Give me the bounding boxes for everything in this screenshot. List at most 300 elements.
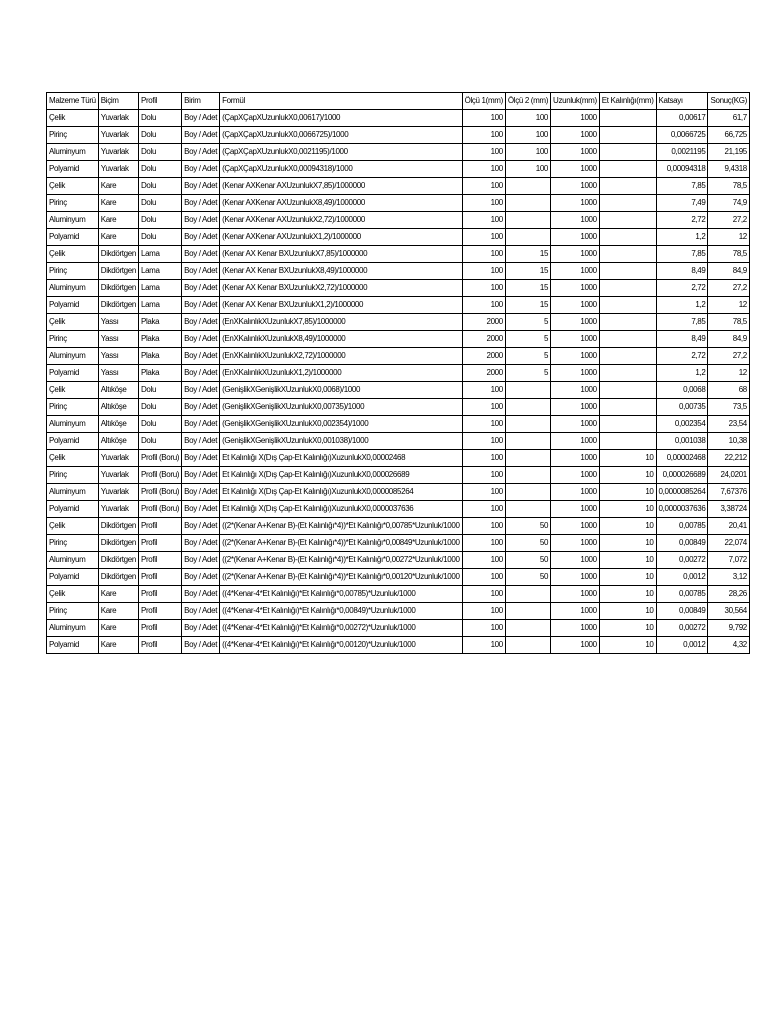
cell-result: 68 xyxy=(708,382,749,399)
table-row xyxy=(47,263,750,280)
cell-profile: Profil xyxy=(138,637,181,654)
cell-coefficient: 7,49 xyxy=(656,195,708,212)
cell-result: 10,38 xyxy=(708,433,749,450)
cell-result: 7,67376 xyxy=(708,484,749,501)
cell-length: 1000 xyxy=(551,382,600,399)
cell-wall-thickness: 10 xyxy=(599,501,656,518)
cell-dimension-1: 2000 xyxy=(462,331,505,348)
cell-length: 1000 xyxy=(551,246,600,263)
cell-material: Çelik xyxy=(47,110,99,127)
cell-result: 27,2 xyxy=(708,348,749,365)
table-row xyxy=(47,348,750,365)
cell-material: Polyamid xyxy=(47,297,99,314)
table-row xyxy=(47,586,750,603)
table-row xyxy=(47,297,750,314)
cell-profile: Profil (Boru) xyxy=(138,450,181,467)
cell-dimension-1: 100 xyxy=(462,195,505,212)
cell-coefficient: 0,00785 xyxy=(656,518,708,535)
cell-dimension-1: 100 xyxy=(462,620,505,637)
cell-unit: Boy / Adet xyxy=(182,365,220,382)
cell-dimension-1: 100 xyxy=(462,450,505,467)
cell-shape: Yuvarlak xyxy=(98,501,138,518)
cell-unit: Boy / Adet xyxy=(182,586,220,603)
cell-material: Aluminyum xyxy=(47,620,99,637)
cell-profile: Plaka xyxy=(138,348,181,365)
cell-wall-thickness xyxy=(599,314,656,331)
table-row xyxy=(47,501,750,518)
cell-dimension-1: 100 xyxy=(462,552,505,569)
cell-profile: Profil xyxy=(138,552,181,569)
cell-dimension-1: 100 xyxy=(462,637,505,654)
cell-formula: ((2*(Kenar A+Kenar B)-(Et Kalınlığı*4))*Et Kalınlığı*0,00120*Uzunluk/1000 xyxy=(220,569,463,586)
cell-shape: Kare xyxy=(98,229,138,246)
cell-wall-thickness: 10 xyxy=(599,518,656,535)
cell-formula: Et Kalınlığı X(Dış Çap-Et Kalınlığı)XuzunlukX0,00002468 xyxy=(220,450,463,467)
cell-wall-thickness xyxy=(599,263,656,280)
cell-material: Polyamid xyxy=(47,229,99,246)
cell-wall-thickness: 10 xyxy=(599,569,656,586)
cell-material: Polyamid xyxy=(47,161,99,178)
cell-wall-thickness xyxy=(599,212,656,229)
cell-wall-thickness xyxy=(599,399,656,416)
cell-wall-thickness xyxy=(599,433,656,450)
cell-unit: Boy / Adet xyxy=(182,246,220,263)
table-row xyxy=(47,620,750,637)
cell-unit: Boy / Adet xyxy=(182,178,220,195)
cell-result: 9,792 xyxy=(708,620,749,637)
cell-material: Pirinç xyxy=(47,467,99,484)
cell-unit: Boy / Adet xyxy=(182,484,220,501)
cell-formula: ((2*(Kenar A+Kenar B)-(Et Kalınlığı*4))*Et Kalınlığı*0,00272*Uzunluk/1000 xyxy=(220,552,463,569)
cell-coefficient: 0,00617 xyxy=(656,110,708,127)
cell-profile: Lama xyxy=(138,246,181,263)
cell-dimension-1: 100 xyxy=(462,399,505,416)
header-shape: Biçim xyxy=(98,93,138,110)
cell-coefficient: 8,49 xyxy=(656,263,708,280)
cell-formula: ((4*Kenar-4*Et Kalınlığı)*Et Kalınlığı*0,00272)*Uzunluk/1000 xyxy=(220,620,463,637)
cell-unit: Boy / Adet xyxy=(182,637,220,654)
cell-formula: (Kenar AX Kenar BXUzunlukX7,85)/1000000 xyxy=(220,246,463,263)
cell-result: 4,32 xyxy=(708,637,749,654)
cell-shape: Dikdörtgen xyxy=(98,535,138,552)
cell-shape: Yassı xyxy=(98,314,138,331)
cell-wall-thickness xyxy=(599,365,656,382)
cell-result: 73,5 xyxy=(708,399,749,416)
cell-coefficient: 0,0068 xyxy=(656,382,708,399)
cell-profile: Dolu xyxy=(138,229,181,246)
cell-wall-thickness xyxy=(599,110,656,127)
cell-length: 1000 xyxy=(551,161,600,178)
cell-shape: Yuvarlak xyxy=(98,127,138,144)
cell-dimension-1: 100 xyxy=(462,586,505,603)
table-row xyxy=(47,382,750,399)
cell-unit: Boy / Adet xyxy=(182,263,220,280)
header-wall-thickness: Et Kalınlığı(mm) xyxy=(599,93,656,110)
cell-dimension-1: 100 xyxy=(462,467,505,484)
cell-dimension-1: 2000 xyxy=(462,314,505,331)
cell-dimension-2: 50 xyxy=(505,552,550,569)
cell-dimension-1: 100 xyxy=(462,569,505,586)
cell-shape: Dikdörtgen xyxy=(98,569,138,586)
cell-unit: Boy / Adet xyxy=(182,110,220,127)
cell-length: 1000 xyxy=(551,195,600,212)
cell-shape: Dikdörtgen xyxy=(98,297,138,314)
table-row xyxy=(47,212,750,229)
table-row xyxy=(47,535,750,552)
cell-wall-thickness: 10 xyxy=(599,603,656,620)
cell-profile: Profil (Boru) xyxy=(138,467,181,484)
cell-formula: ((4*Kenar-4*Et Kalınlığı)*Et Kalınlığı*0,00849)*Uzunluk/1000 xyxy=(220,603,463,620)
cell-coefficient: 0,00002468 xyxy=(656,450,708,467)
cell-dimension-2 xyxy=(505,603,550,620)
cell-result: 30,564 xyxy=(708,603,749,620)
cell-formula: (GenişlikXGenişlikXUzunlukX0,0068)/1000 xyxy=(220,382,463,399)
cell-shape: Yassı xyxy=(98,348,138,365)
cell-shape: Dikdörtgen xyxy=(98,518,138,535)
cell-result: 84,9 xyxy=(708,263,749,280)
cell-material: Aluminyum xyxy=(47,280,99,297)
cell-wall-thickness: 10 xyxy=(599,637,656,654)
cell-length: 1000 xyxy=(551,348,600,365)
cell-profile: Plaka xyxy=(138,331,181,348)
cell-profile: Dolu xyxy=(138,382,181,399)
cell-dimension-1: 100 xyxy=(462,280,505,297)
cell-result: 12 xyxy=(708,297,749,314)
cell-coefficient: 2,72 xyxy=(656,212,708,229)
cell-dimension-2: 15 xyxy=(505,297,550,314)
cell-length: 1000 xyxy=(551,535,600,552)
cell-dimension-2 xyxy=(505,229,550,246)
cell-dimension-1: 100 xyxy=(462,501,505,518)
cell-unit: Boy / Adet xyxy=(182,297,220,314)
cell-dimension-2: 5 xyxy=(505,365,550,382)
cell-dimension-2: 5 xyxy=(505,331,550,348)
cell-material: Pirinç xyxy=(47,331,99,348)
cell-result: 9,4318 xyxy=(708,161,749,178)
cell-material: Pirinç xyxy=(47,399,99,416)
cell-dimension-2 xyxy=(505,399,550,416)
table-row xyxy=(47,552,750,569)
cell-formula: (ÇapXÇapXUzunlukX0,0066725)/1000 xyxy=(220,127,463,144)
cell-length: 1000 xyxy=(551,314,600,331)
cell-unit: Boy / Adet xyxy=(182,161,220,178)
cell-dimension-2: 100 xyxy=(505,144,550,161)
cell-wall-thickness xyxy=(599,195,656,212)
header-result: Sonuç(KG) xyxy=(708,93,749,110)
cell-formula: (EnXKalınlıkXUzunlukX2,72)/1000000 xyxy=(220,348,463,365)
cell-dimension-1: 100 xyxy=(462,229,505,246)
cell-length: 1000 xyxy=(551,178,600,195)
cell-shape: Yassı xyxy=(98,365,138,382)
cell-formula: (ÇapXÇapXUzunlukX0,00617)/1000 xyxy=(220,110,463,127)
cell-coefficient: 0,00094318 xyxy=(656,161,708,178)
cell-material: Çelik xyxy=(47,382,99,399)
table-row xyxy=(47,110,750,127)
cell-formula: (GenişlikXGenişlikXUzunlukX0,002354)/1000 xyxy=(220,416,463,433)
cell-shape: Altıköşe xyxy=(98,416,138,433)
cell-result: 66,725 xyxy=(708,127,749,144)
cell-dimension-2: 100 xyxy=(505,127,550,144)
cell-shape: Dikdörtgen xyxy=(98,552,138,569)
cell-unit: Boy / Adet xyxy=(182,467,220,484)
table-row xyxy=(47,365,750,382)
cell-coefficient: 0,0021195 xyxy=(656,144,708,161)
cell-dimension-2: 15 xyxy=(505,246,550,263)
table-row xyxy=(47,637,750,654)
cell-formula: (GenişlikXGenişlikXUzunlukX0,00735)/1000 xyxy=(220,399,463,416)
cell-wall-thickness xyxy=(599,297,656,314)
cell-profile: Profil xyxy=(138,620,181,637)
cell-coefficient: 0,00849 xyxy=(656,603,708,620)
table-row xyxy=(47,127,750,144)
cell-shape: Kare xyxy=(98,178,138,195)
cell-profile: Profil (Boru) xyxy=(138,484,181,501)
cell-result: 84,9 xyxy=(708,331,749,348)
cell-length: 1000 xyxy=(551,212,600,229)
cell-length: 1000 xyxy=(551,297,600,314)
cell-length: 1000 xyxy=(551,637,600,654)
cell-formula: ((4*Kenar-4*Et Kalınlığı)*Et Kalınlığı*0,00120)*Uzunluk/1000 xyxy=(220,637,463,654)
cell-dimension-2: 5 xyxy=(505,314,550,331)
cell-dimension-2 xyxy=(505,637,550,654)
header-formula: Formül xyxy=(220,93,463,110)
cell-length: 1000 xyxy=(551,110,600,127)
cell-wall-thickness xyxy=(599,416,656,433)
cell-dimension-1: 100 xyxy=(462,263,505,280)
header-dimension-2: Ölçü 2 (mm) xyxy=(505,93,550,110)
cell-dimension-2 xyxy=(505,195,550,212)
table-row xyxy=(47,433,750,450)
cell-coefficient: 0,0012 xyxy=(656,637,708,654)
table-row xyxy=(47,246,750,263)
cell-material: Pirinç xyxy=(47,195,99,212)
cell-wall-thickness xyxy=(599,127,656,144)
cell-coefficient: 0,00785 xyxy=(656,586,708,603)
cell-wall-thickness: 10 xyxy=(599,450,656,467)
cell-shape: Dikdörtgen xyxy=(98,246,138,263)
table-row xyxy=(47,280,750,297)
cell-shape: Kare xyxy=(98,195,138,212)
cell-profile: Dolu xyxy=(138,144,181,161)
cell-result: 3,12 xyxy=(708,569,749,586)
cell-coefficient: 2,72 xyxy=(656,280,708,297)
cell-coefficient: 0,001038 xyxy=(656,433,708,450)
cell-unit: Boy / Adet xyxy=(182,416,220,433)
header-material: Malzeme Türü xyxy=(47,93,99,110)
cell-material: Polyamid xyxy=(47,433,99,450)
cell-material: Aluminyum xyxy=(47,212,99,229)
table-row xyxy=(47,450,750,467)
header-row xyxy=(47,93,750,110)
cell-dimension-2: 50 xyxy=(505,569,550,586)
cell-material: Çelik xyxy=(47,314,99,331)
cell-length: 1000 xyxy=(551,127,600,144)
cell-coefficient: 0,0000085264 xyxy=(656,484,708,501)
cell-shape: Dikdörtgen xyxy=(98,280,138,297)
cell-dimension-2 xyxy=(505,586,550,603)
cell-dimension-1: 100 xyxy=(462,178,505,195)
cell-result: 78,5 xyxy=(708,178,749,195)
cell-profile: Dolu xyxy=(138,110,181,127)
cell-dimension-2 xyxy=(505,382,550,399)
cell-shape: Altıköşe xyxy=(98,433,138,450)
cell-length: 1000 xyxy=(551,620,600,637)
table-row xyxy=(47,399,750,416)
cell-dimension-2: 100 xyxy=(505,161,550,178)
cell-length: 1000 xyxy=(551,569,600,586)
cell-profile: Profil xyxy=(138,518,181,535)
cell-shape: Yuvarlak xyxy=(98,161,138,178)
cell-material: Aluminyum xyxy=(47,552,99,569)
cell-profile: Dolu xyxy=(138,433,181,450)
cell-formula: (Kenar AX Kenar BXUzunlukX8,49)/1000000 xyxy=(220,263,463,280)
cell-material: Pirinç xyxy=(47,603,99,620)
cell-unit: Boy / Adet xyxy=(182,229,220,246)
cell-length: 1000 xyxy=(551,603,600,620)
cell-material: Çelik xyxy=(47,450,99,467)
cell-result: 12 xyxy=(708,365,749,382)
cell-unit: Boy / Adet xyxy=(182,552,220,569)
cell-shape: Kare xyxy=(98,603,138,620)
cell-coefficient: 7,85 xyxy=(656,246,708,263)
cell-unit: Boy / Adet xyxy=(182,280,220,297)
cell-wall-thickness xyxy=(599,331,656,348)
cell-dimension-1: 100 xyxy=(462,603,505,620)
table-row xyxy=(47,178,750,195)
cell-profile: Plaka xyxy=(138,365,181,382)
cell-result: 22,212 xyxy=(708,450,749,467)
cell-unit: Boy / Adet xyxy=(182,433,220,450)
cell-coefficient: 1,2 xyxy=(656,365,708,382)
cell-material: Polyamid xyxy=(47,569,99,586)
cell-material: Polyamid xyxy=(47,501,99,518)
cell-dimension-2: 15 xyxy=(505,263,550,280)
cell-material: Aluminyum xyxy=(47,348,99,365)
cell-dimension-1: 100 xyxy=(462,212,505,229)
cell-formula: (EnXKalınlıkXUzunlukX8,49)/1000000 xyxy=(220,331,463,348)
cell-material: Polyamid xyxy=(47,365,99,382)
cell-wall-thickness xyxy=(599,382,656,399)
table-row xyxy=(47,603,750,620)
table-row xyxy=(47,467,750,484)
cell-result: 27,2 xyxy=(708,280,749,297)
cell-dimension-2: 100 xyxy=(505,110,550,127)
table-row xyxy=(47,518,750,535)
cell-result: 61,7 xyxy=(708,110,749,127)
cell-dimension-2: 5 xyxy=(505,348,550,365)
cell-wall-thickness: 10 xyxy=(599,484,656,501)
cell-shape: Dikdörtgen xyxy=(98,263,138,280)
cell-wall-thickness xyxy=(599,161,656,178)
cell-dimension-1: 100 xyxy=(462,161,505,178)
cell-profile: Profil xyxy=(138,535,181,552)
cell-profile: Profil xyxy=(138,586,181,603)
table-row xyxy=(47,569,750,586)
cell-shape: Yuvarlak xyxy=(98,484,138,501)
cell-dimension-2 xyxy=(505,467,550,484)
cell-coefficient: 0,0000037636 xyxy=(656,501,708,518)
cell-length: 1000 xyxy=(551,144,600,161)
cell-unit: Boy / Adet xyxy=(182,603,220,620)
cell-material: Çelik xyxy=(47,246,99,263)
cell-formula: Et Kalınlığı X(Dış Çap-Et Kalınlığı)XuzunlukX0,0000085264 xyxy=(220,484,463,501)
cell-shape: Yassı xyxy=(98,331,138,348)
cell-coefficient: 7,85 xyxy=(656,178,708,195)
header-coefficient: Katsayı xyxy=(656,93,708,110)
cell-dimension-1: 100 xyxy=(462,382,505,399)
header-profile: Profil xyxy=(138,93,181,110)
cell-coefficient: 0,00849 xyxy=(656,535,708,552)
cell-dimension-1: 100 xyxy=(462,518,505,535)
cell-result: 3,38724 xyxy=(708,501,749,518)
cell-dimension-1: 2000 xyxy=(462,348,505,365)
cell-profile: Dolu xyxy=(138,195,181,212)
cell-result: 74,9 xyxy=(708,195,749,212)
cell-dimension-1: 100 xyxy=(462,144,505,161)
cell-result: 23,54 xyxy=(708,416,749,433)
header-unit: Birim xyxy=(182,93,220,110)
cell-wall-thickness xyxy=(599,348,656,365)
cell-coefficient: 0,0012 xyxy=(656,569,708,586)
cell-unit: Boy / Adet xyxy=(182,535,220,552)
cell-dimension-1: 100 xyxy=(462,484,505,501)
cell-wall-thickness: 10 xyxy=(599,467,656,484)
cell-formula: (Kenar AXKenar AXUzunlukX8,49)/1000000 xyxy=(220,195,463,212)
cell-formula: (EnXKalınlıkXUzunlukX1,2)/1000000 xyxy=(220,365,463,382)
cell-profile: Plaka xyxy=(138,314,181,331)
cell-profile: Lama xyxy=(138,263,181,280)
cell-result: 78,5 xyxy=(708,246,749,263)
cell-coefficient: 0,002354 xyxy=(656,416,708,433)
table-row xyxy=(47,195,750,212)
cell-material: Pirinç xyxy=(47,127,99,144)
cell-formula: (EnXKalınlıkXUzunlukX7,85)/1000000 xyxy=(220,314,463,331)
cell-length: 1000 xyxy=(551,586,600,603)
cell-unit: Boy / Adet xyxy=(182,399,220,416)
cell-dimension-2 xyxy=(505,212,550,229)
cell-dimension-2 xyxy=(505,433,550,450)
cell-result: 20,41 xyxy=(708,518,749,535)
cell-unit: Boy / Adet xyxy=(182,620,220,637)
cell-formula: (GenişlikXGenişlikXUzunlukX0,001038)/1000 xyxy=(220,433,463,450)
cell-coefficient: 1,2 xyxy=(656,297,708,314)
cell-dimension-1: 100 xyxy=(462,297,505,314)
cell-result: 27,2 xyxy=(708,212,749,229)
cell-unit: Boy / Adet xyxy=(182,450,220,467)
cell-material: Pirinç xyxy=(47,263,99,280)
cell-wall-thickness: 10 xyxy=(599,552,656,569)
cell-material: Çelik xyxy=(47,586,99,603)
table-row xyxy=(47,314,750,331)
cell-wall-thickness xyxy=(599,280,656,297)
cell-unit: Boy / Adet xyxy=(182,331,220,348)
cell-coefficient: 0,00272 xyxy=(656,552,708,569)
cell-wall-thickness xyxy=(599,229,656,246)
cell-coefficient: 0,0066725 xyxy=(656,127,708,144)
cell-profile: Dolu xyxy=(138,399,181,416)
cell-dimension-1: 100 xyxy=(462,246,505,263)
cell-unit: Boy / Adet xyxy=(182,501,220,518)
cell-coefficient: 0,00272 xyxy=(656,620,708,637)
cell-length: 1000 xyxy=(551,263,600,280)
cell-shape: Kare xyxy=(98,586,138,603)
cell-length: 1000 xyxy=(551,518,600,535)
cell-result: 28,26 xyxy=(708,586,749,603)
cell-profile: Lama xyxy=(138,280,181,297)
cell-formula: (ÇapXÇapXUzunlukX0,0021195)/1000 xyxy=(220,144,463,161)
cell-wall-thickness: 10 xyxy=(599,535,656,552)
cell-formula: (Kenar AXKenar AXUzunlukX1,2)/1000000 xyxy=(220,229,463,246)
